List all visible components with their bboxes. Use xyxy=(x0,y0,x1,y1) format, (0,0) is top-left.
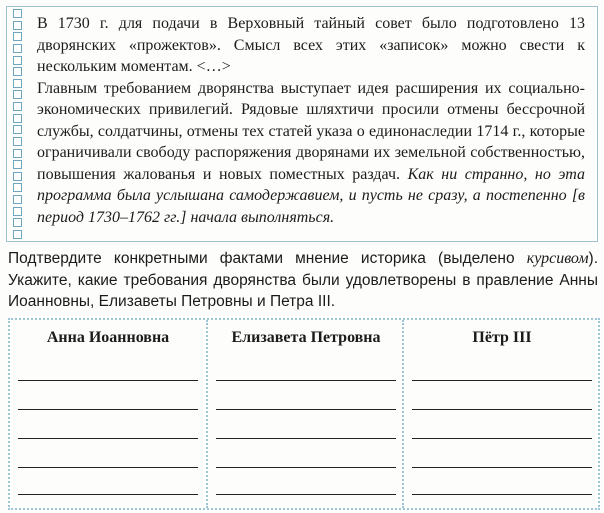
spiral-ring-icon xyxy=(13,195,22,204)
task-text-after: ). Укажите, какие требования дворянства были удовлетворены в правление Анны Иоанновны, Елизаветы Петровны и Петра III. xyxy=(8,250,598,310)
spiral-ring-icon xyxy=(13,90,22,99)
spiral-ring-icon xyxy=(13,160,22,169)
answer-line[interactable] xyxy=(216,438,396,439)
column-header: Елизавета Петровна xyxy=(231,329,381,346)
answer-line[interactable] xyxy=(412,467,592,468)
answer-line[interactable] xyxy=(18,438,198,439)
spiral-ring-icon xyxy=(13,172,22,181)
quote-box xyxy=(6,6,598,242)
answer-line[interactable] xyxy=(216,380,396,381)
spiral-binding xyxy=(7,9,27,239)
answer-line[interactable] xyxy=(412,409,592,410)
answer-line[interactable] xyxy=(412,380,592,381)
column-elizaveta xyxy=(206,320,404,508)
answer-line[interactable] xyxy=(18,380,198,381)
quote-paragraph-2 xyxy=(37,78,585,229)
historian-quote xyxy=(37,13,585,228)
spiral-ring-icon xyxy=(13,149,22,158)
spiral-ring-icon xyxy=(13,125,22,134)
spiral-ring-icon xyxy=(13,218,22,227)
spiral-ring-icon xyxy=(13,44,22,53)
spiral-ring-icon xyxy=(13,56,22,65)
spiral-ring-icon xyxy=(13,137,22,146)
task-text-before: Подтвердите конкретными фактами мнение историка (выделено xyxy=(8,250,527,267)
answer-line[interactable] xyxy=(216,467,396,468)
spiral-ring-icon xyxy=(13,79,22,88)
column-peter xyxy=(402,320,600,508)
task-instruction xyxy=(8,248,598,313)
answer-table xyxy=(8,318,600,510)
answer-line[interactable] xyxy=(216,494,396,495)
quote-italic-text: Как ни странно, но эта программа была услышана самодержавием, и пусть не сразу, а постепенно [в период 1730–1762 гг.] начала выполняться. xyxy=(37,165,586,226)
spiral-ring-icon xyxy=(13,102,22,111)
task-italic-word: курсивом xyxy=(526,250,589,267)
spiral-ring-icon xyxy=(13,9,22,18)
answer-line[interactable] xyxy=(412,494,592,495)
answer-line[interactable] xyxy=(18,494,198,495)
answer-line[interactable] xyxy=(18,409,198,410)
answer-line[interactable] xyxy=(216,409,396,410)
answer-line[interactable] xyxy=(412,438,592,439)
spiral-ring-icon xyxy=(13,67,22,76)
spiral-ring-icon xyxy=(13,183,22,192)
column-anna xyxy=(10,320,206,508)
quote-paragraph-1: В 1730 г. для подачи в Верховный тайный совет было подготовлено 13 дворянских «прожектов». Смысл всех этих «записок» можно свести к нескольким моментам. <…> xyxy=(37,15,585,75)
spiral-ring-icon xyxy=(13,230,22,239)
quote-plain-text: Главным требованием дворянства выступает идея расширения их социально-экономических привилегий. Рядовые шляхтичи просили отмены бессрочной службы, солдатчины, отмены тех статей указа о единонаследии 1714 г., которые ограничивали свободу распоряжения дворянами их земельной собственностью, повышения жалованья и новых поместных раздач. xyxy=(37,79,585,183)
spiral-ring-icon xyxy=(13,21,22,30)
spiral-ring-icon xyxy=(13,114,22,123)
answer-line[interactable] xyxy=(18,467,198,468)
spiral-ring-icon xyxy=(13,32,22,41)
column-header: Анна Иоанновна xyxy=(46,329,170,346)
column-header: Пётр III xyxy=(472,329,532,346)
spiral-ring-icon xyxy=(13,207,22,216)
